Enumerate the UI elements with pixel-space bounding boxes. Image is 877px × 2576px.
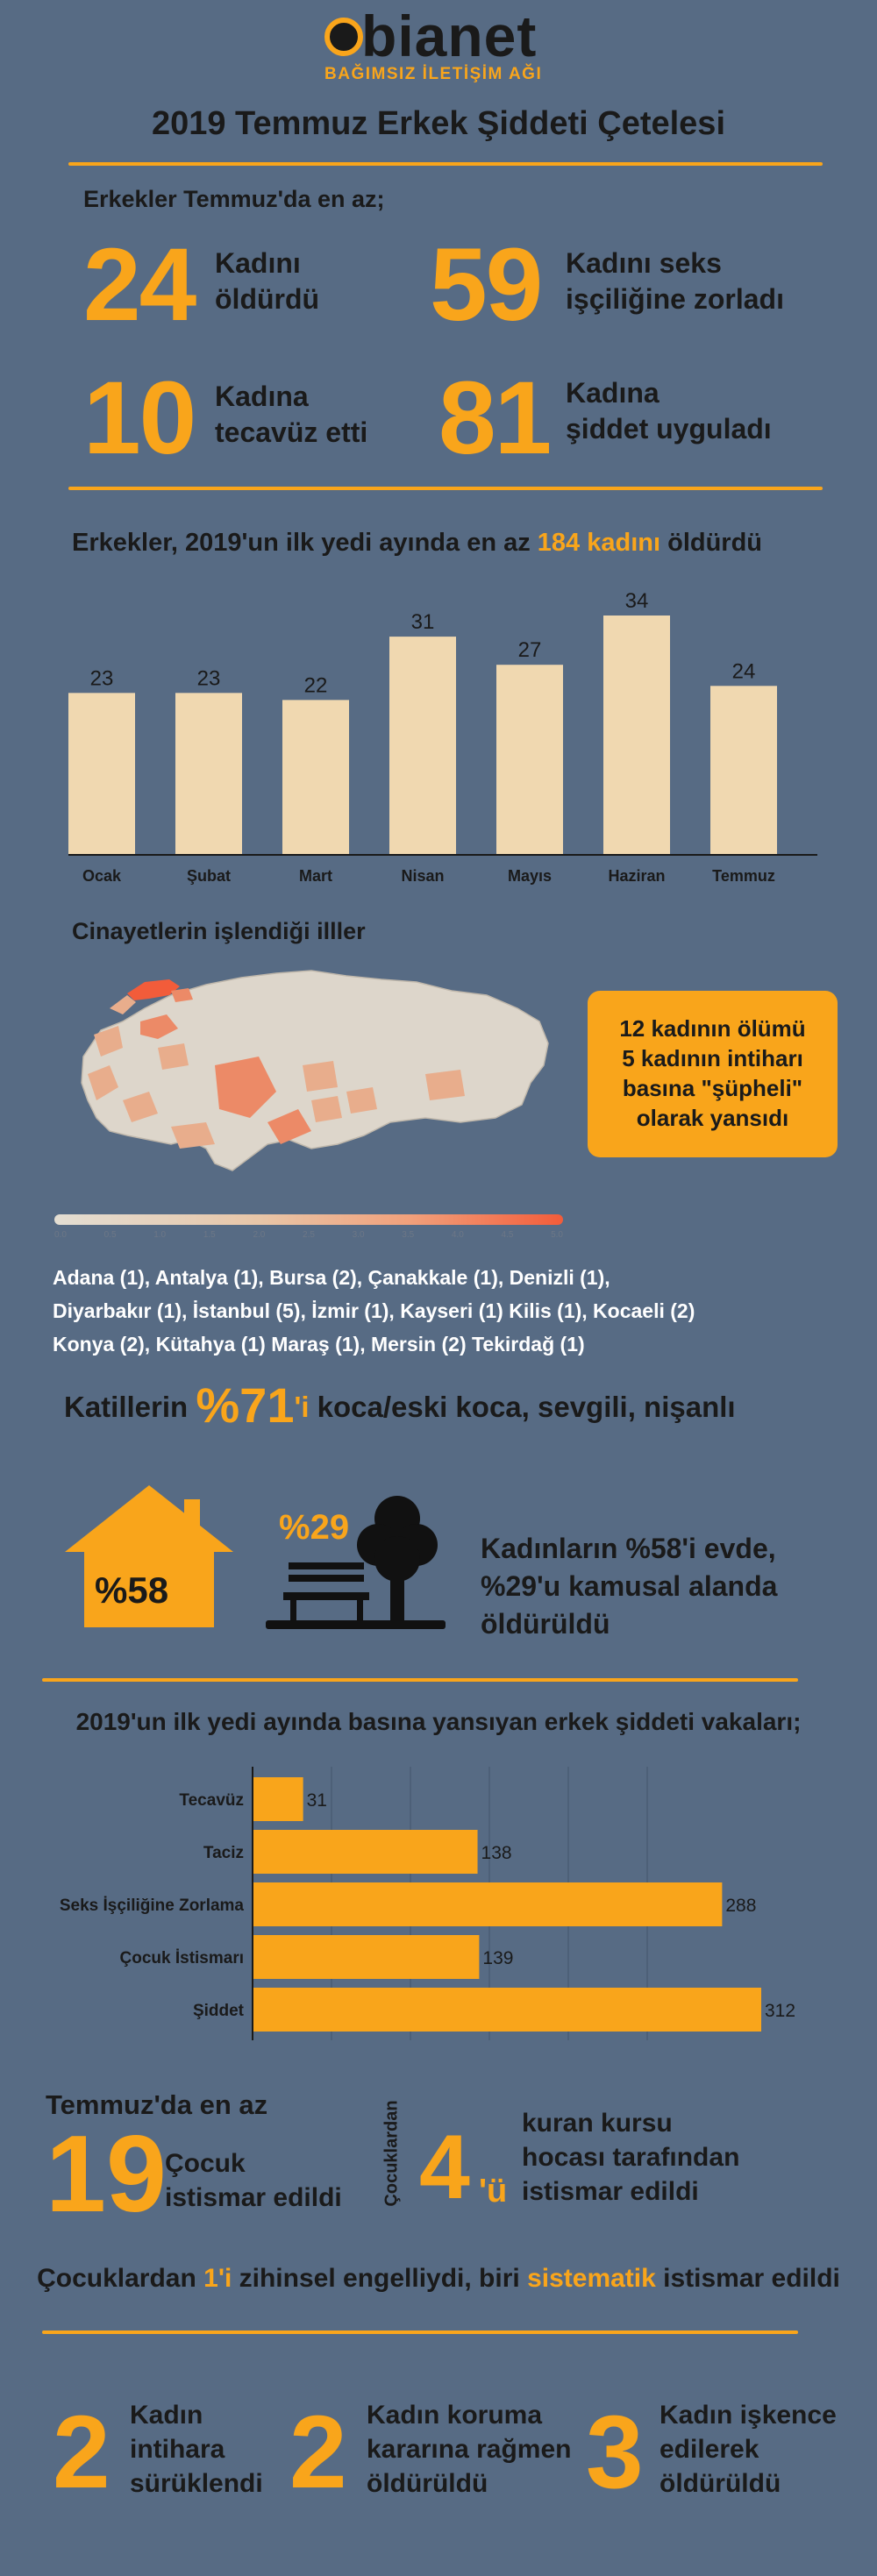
hbar-1	[253, 1830, 478, 1874]
hbar-value-label: 31	[306, 1790, 327, 1811]
suicide-label: Kadın intihara sürüklendi	[130, 2401, 263, 2498]
y-tick-label: Şiddet	[192, 2002, 244, 2020]
stat-violence-number: 81	[438, 360, 551, 476]
bar-value-label: 27	[517, 638, 542, 663]
bar-Nisan	[389, 637, 456, 855]
divider	[42, 2330, 798, 2334]
torture-label: Kadın işkence edilerek öldürüldü	[660, 2401, 837, 2498]
hbar-value-label: 312	[765, 2001, 796, 2021]
disability-statement: Çocuklardan 1'i zihinsel engelliydi, biri sistematik istismar edildi	[37, 2264, 840, 2293]
stat-forced-number: 59	[430, 227, 542, 343]
map-heading: Cinayetlerin işlendiği illler	[72, 918, 366, 944]
stat-forced-label: Kadını seks işçiliğine zorladı	[566, 247, 784, 315]
hbar-2	[253, 1882, 722, 1926]
park-bench-tree-icon	[266, 1491, 450, 1635]
bar-value-label: 31	[410, 610, 435, 635]
map-kayseri	[303, 1061, 338, 1092]
bar-Temmuz	[710, 686, 777, 855]
protection-number: 2	[289, 2395, 347, 2510]
x-tick-label: Şubat	[186, 867, 232, 885]
bar-value-label: 34	[624, 589, 649, 613]
x-tick-label: Nisan	[401, 867, 445, 885]
logo-circle-icon	[324, 18, 363, 56]
y-tick-label: Tecavüz	[179, 1791, 244, 1810]
bar-value-label: 22	[303, 673, 328, 698]
map-legend-ticks: 0.0 0.5 1.0 1.5 2.0 2.5 3.0 3.5 4.0 4.5 5.0	[54, 1230, 563, 1240]
x-tick-label: Ocak	[82, 867, 122, 885]
bar-Mayıs	[496, 665, 563, 855]
monthly-heading: Erkekler, 2019'un ilk yedi ayında en az 184 kadını öldürdü	[72, 529, 763, 557]
children-label: Çocuk istismar edildi	[165, 2149, 342, 2212]
violence-bar-chart	[18, 1767, 859, 2056]
stat-rape-label: Kadına tecavüz etti	[215, 381, 368, 448]
bar-Haziran	[603, 616, 670, 855]
bar-Mart	[282, 700, 349, 855]
page-title: 2019 Temmuz Erkek Şiddeti Çetelesi	[151, 105, 726, 142]
hbar-3	[253, 1935, 479, 1979]
y-tick-label: Seks İşçiliğine Zorlama	[59, 1896, 244, 1915]
violence-heading: 2019'un ilk yedi ayında basına yansıyan erkek şiddeti vakaları;	[75, 1708, 802, 1735]
children-number: 19	[46, 2114, 167, 2235]
bar-value-label: 23	[89, 666, 114, 691]
quran-teacher-number: 4	[419, 2117, 470, 2218]
divider	[42, 1678, 798, 1682]
map-kutahya	[158, 1043, 189, 1070]
hbar-0	[253, 1777, 303, 1821]
divider	[68, 162, 823, 166]
home-percentage: %58	[95, 1569, 169, 1611]
map-adana	[311, 1096, 342, 1122]
hbar-value-label: 288	[725, 1896, 757, 1916]
x-tick-label: Mart	[298, 867, 333, 885]
bar-Şubat	[175, 693, 242, 855]
quran-teacher-suffix: 'ü	[479, 2173, 508, 2210]
place-description: Kadınların %58'i evde, %29'u kamusal alanda öldürüldü	[481, 1533, 778, 1640]
bar-value-label: 23	[196, 666, 221, 691]
map-legend-bar	[54, 1214, 563, 1225]
map-maras	[346, 1087, 377, 1114]
july-intro: Erkekler Temmuz'da en az;	[83, 186, 385, 212]
hbar-value-label: 139	[482, 1948, 514, 1968]
province-list: Adana (1), Antalya (1), Bursa (2), Çanakkale (1), Denizli (1), Diyarbakır (1), İstanbul (5), İzmir (1), Kayseri (1) Kilis (1), Kocaeli (2) Konya (2), Kütahya (1) Maraş (1), Mersin (2) Tekirdağ (1)	[53, 1266, 695, 1356]
map-diyarbakir	[425, 1070, 465, 1100]
monthly-bar-chart	[53, 579, 842, 894]
stat-rape-number: 10	[83, 360, 196, 476]
x-tick-label: Temmuz	[712, 867, 775, 885]
bar-Ocak	[68, 693, 135, 855]
logo-tagline: BAĞIMSIZ İLETİŞİM AĞI	[324, 65, 543, 83]
killers-statement: Katillerin %71'i koca/eski koca, sevgili, nişanlı	[64, 1377, 736, 1433]
y-tick-label: Çocuk İstismarı	[119, 1949, 244, 1968]
stat-killed-number: 24	[83, 227, 196, 343]
bar-value-label: 24	[731, 659, 756, 684]
torture-number: 3	[586, 2395, 644, 2510]
public-percentage: %29	[279, 1508, 350, 1547]
divider	[68, 487, 823, 490]
stat-violence-label: Kadına şiddet uyguladı	[566, 377, 772, 445]
suspicious-deaths-box: 12 kadının ölümü 5 kadının intiharı basına "şüpheli" olarak yansıdı	[588, 991, 838, 1157]
logo-wordmark: bianet	[361, 4, 538, 68]
protection-label: Kadın koruma kararına rağmen öldürüldü	[367, 2401, 572, 2498]
stat-killed-label: Kadını öldürdü	[215, 247, 320, 315]
children-heading: Temmuz'da en az	[46, 2089, 268, 2120]
quran-teacher-label: kuran kursu hocası tarafından istismar edildi	[522, 2109, 740, 2206]
suicide-number: 2	[53, 2395, 111, 2510]
bianet-logo	[323, 4, 560, 88]
children-vertical-label: Çocuklardan	[381, 2099, 402, 2207]
turkey-map	[75, 960, 566, 1179]
hbar-4	[253, 1988, 761, 2032]
x-tick-label: Mayıs	[507, 867, 553, 885]
y-tick-label: Taciz	[203, 1844, 244, 1862]
x-tick-label: Haziran	[608, 867, 666, 885]
hbar-value-label: 138	[481, 1843, 512, 1863]
